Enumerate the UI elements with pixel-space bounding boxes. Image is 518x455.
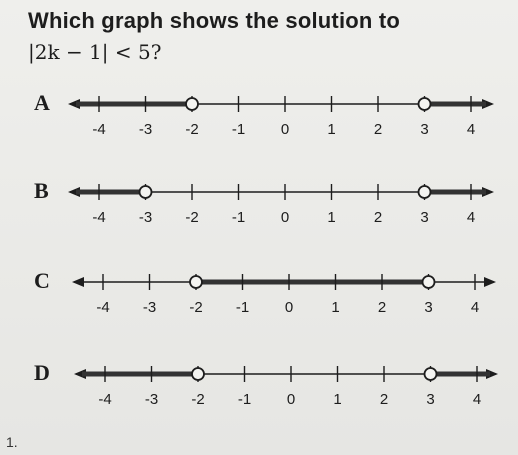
tick-label: -1 [235, 299, 250, 316]
open-circle-icon [190, 276, 202, 288]
tick-label: 3 [420, 121, 429, 138]
open-circle-icon [140, 186, 152, 198]
number-line-b [0, 180, 518, 240]
tick-label: 4 [466, 121, 476, 138]
number-line-d [0, 362, 518, 422]
tick-label: -2 [189, 299, 203, 316]
tick-label: -2 [185, 209, 199, 226]
open-circle-icon [192, 368, 204, 380]
tick-label: 0 [280, 209, 290, 226]
tick-label: 1 [333, 391, 342, 408]
page-footer-number: 1. [6, 434, 18, 450]
number-line-c [0, 270, 518, 330]
tick-label: 4 [466, 209, 476, 226]
left-arrow-icon [72, 277, 84, 287]
tick-label: -4 [92, 209, 106, 226]
tick-label: -1 [231, 209, 246, 226]
tick-label: 3 [424, 299, 433, 316]
open-circle-icon [423, 276, 435, 288]
tick-label: 3 [420, 209, 429, 226]
tick-label: -4 [96, 299, 110, 316]
tick-label: 3 [426, 391, 435, 408]
option-label-c[interactable]: C [34, 268, 50, 293]
tick-label: -3 [138, 121, 153, 138]
tick-label: 0 [284, 299, 294, 316]
tick-label: -1 [231, 121, 246, 138]
tick-label: -3 [144, 391, 159, 408]
tick-label: 1 [327, 121, 336, 138]
tick-label: 1 [327, 209, 336, 226]
open-circle-icon [425, 368, 437, 380]
tick-label: -4 [98, 391, 112, 408]
tick-label: 2 [379, 391, 389, 408]
question-expression: |2k − 1| < 5? [28, 40, 162, 64]
tick-label: 2 [377, 299, 387, 316]
option-label-d[interactable]: D [34, 360, 50, 385]
tick-label: 4 [472, 391, 482, 408]
tick-label: -3 [138, 209, 153, 226]
number-line-a [0, 92, 518, 152]
tick-label: -2 [191, 391, 205, 408]
open-circle-icon [419, 186, 431, 198]
right-arrow-icon [484, 277, 496, 287]
tick-label: 0 [286, 391, 296, 408]
open-circle-icon [419, 98, 431, 110]
tick-label: 1 [331, 299, 340, 316]
tick-label: 2 [373, 209, 383, 226]
tick-label: -1 [237, 391, 252, 408]
tick-label: 0 [280, 121, 290, 138]
open-circle-icon [186, 98, 198, 110]
tick-label: -4 [92, 121, 106, 138]
question-title: Which graph shows the solution to [28, 8, 401, 33]
tick-label: 4 [470, 299, 480, 316]
tick-label: 2 [373, 121, 383, 138]
option-label-b[interactable]: B [34, 178, 49, 203]
tick-label: -3 [142, 299, 157, 316]
option-label-a[interactable]: A [34, 90, 50, 115]
tick-label: -2 [185, 121, 199, 138]
